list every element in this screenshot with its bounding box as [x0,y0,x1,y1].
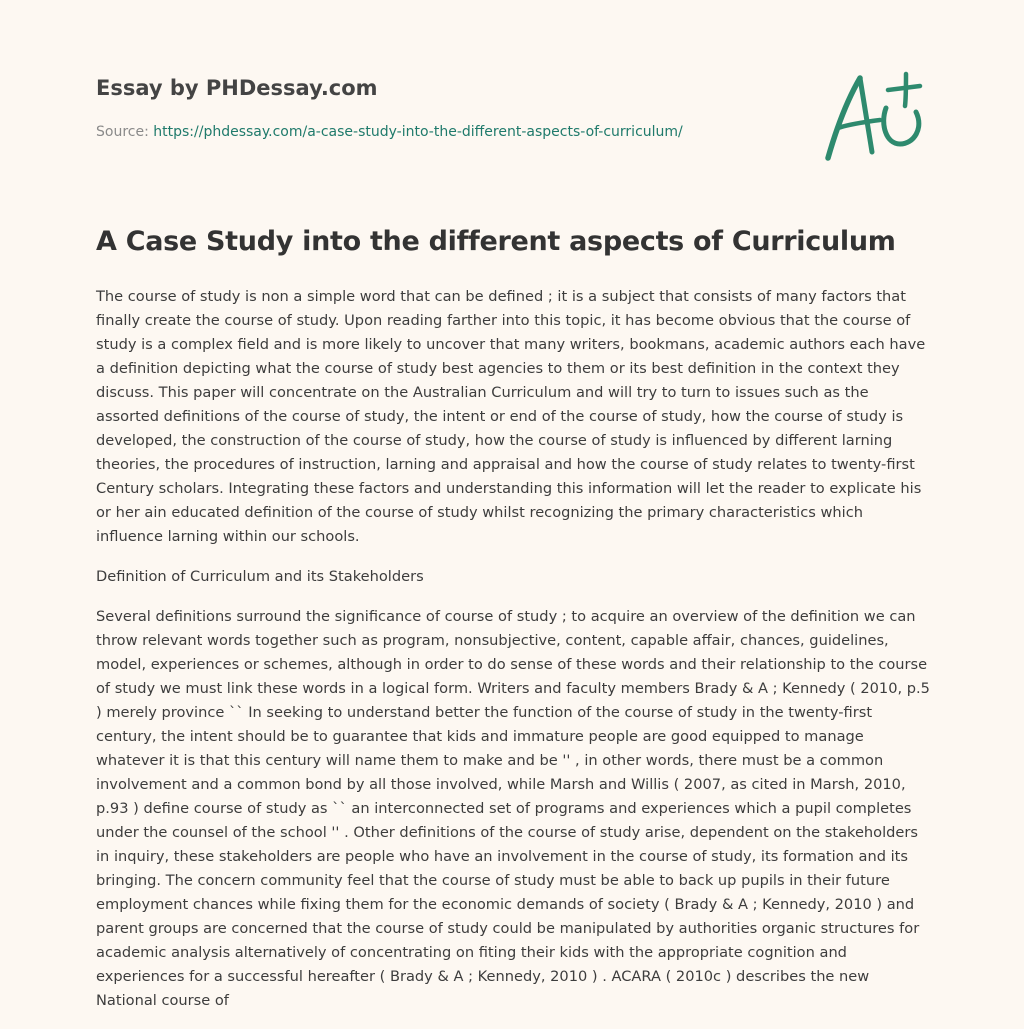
source-link[interactable]: https://phdessay.com/a-case-study-into-the-different-aspects-of-curriculum/ [153,124,683,140]
essay-body [96,285,930,1029]
site-brand: Essay by PHDessay.com [96,76,378,100]
a-plus-logo-icon [820,68,930,164]
essay-title: A Case Study into the different aspects of Curriculum [96,226,896,257]
essay-paragraph: The course of study is non a simple word that can be defined ; it is a subject that consists of many factors that finally create the course of study. Upon reading farther into this topic, it has become obvious that the course of study is a complex field and is more likely to uncover that many writers, bookmans, academic authors each have a definition depicting what the course of study best agencies to them or its best definition in the context they discuss. This paper will concentrate on the Australian Curriculum and will try to turn to issues such as the assorted definitions of the course of study, the intent or end of the course of study, how the course of study is developed, the construction of the course of study, how the course of study is influenced by different larning theories, the procedures of instruction, larning and appraisal and how the course of study relates to twenty-first Century scholars. Integrating these factors and understanding this information will let the reader to explicate his or her ain educated definition of the course of study whilst recognizing the primary characteristics which influence larning within our schools. [96,288,926,545]
essay-paragraph: Several definitions surround the significance of course of study ; to acquire an overview of the definition we can throw relevant words together such as program, nonsubjective, content, capable affair, chances, guidelines, model, experiences or schemes, although in order to do sense of these words and their relationship to the course of study we must link these words in a logical form. Writers and faculty members Brady & A ; Kennedy ( 2010, p.5 ) merely province `` In seeking to understand better the function of the course of study in the twenty-first century, the intent should be to guarantee that kids and immature people are good equipped to manage whatever it is that this century will name them to make and be '' , in other words, there must be a common involvement and a common bond by all those involved, while Marsh and Willis ( 2007, as cited in Marsh, 2010, p.93 ) define course of study as `` an interconnected set of programs and experiences which a pupil completes under the counsel of the school '' . Other definitions of the course of study arise, dependent on the stakeholders in inquiry, these stakeholders are people who have an involvement in the course of study, its formation and its bringing. The concern community feel that the course of study must be able to back up pupils in their future employment chances while fixing them for the economic demands of society ( Brady & A ; Kennedy, 2010 ) and parent groups are concerned that the course of study could be manipulated by authorities organic structures for academic analysis alternatively of concentrating on fiting their kids with the appropriate cognition and experiences for a successful hereafter ( Brady & A ; Kennedy, 2010 ) . ACARA ( 2010c ) describes the new National course of [96,608,930,1009]
source-line [96,124,683,140]
section-heading: Definition of Curriculum and its Stakeholders [96,568,424,585]
source-label: Source: [96,124,154,140]
